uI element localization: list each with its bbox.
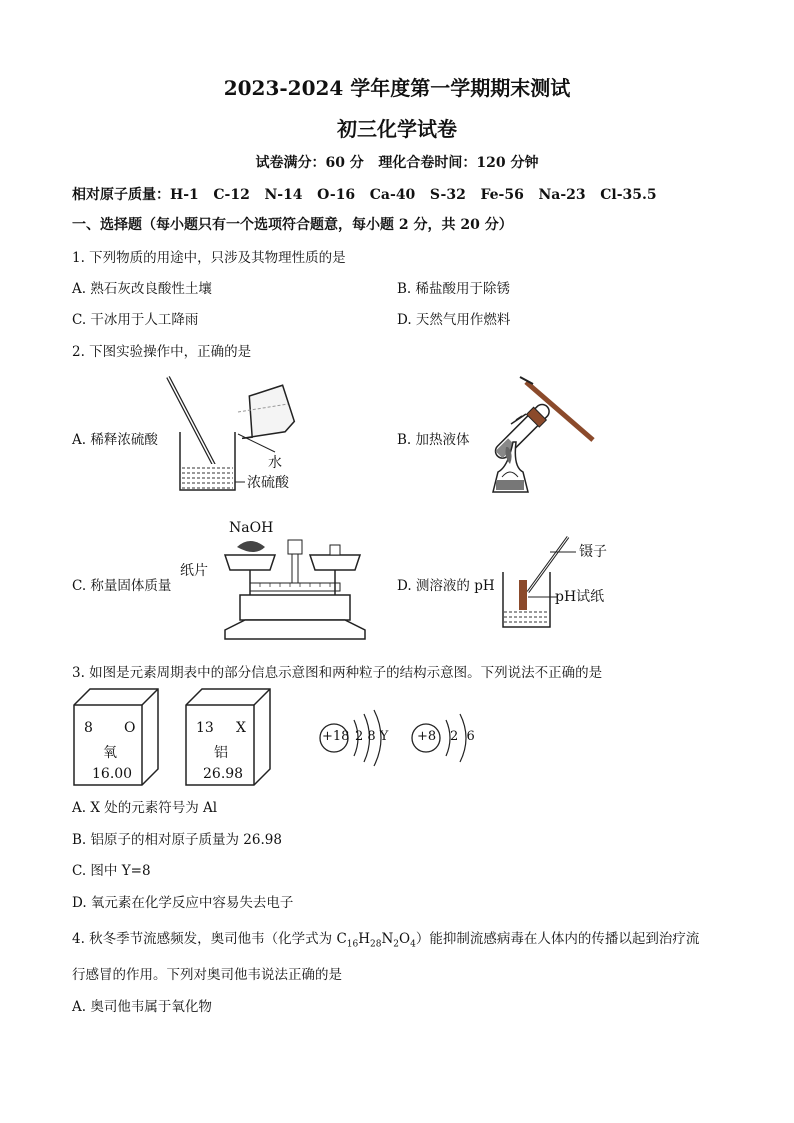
cell2-mass: 26.98: [203, 766, 244, 782]
cell2-symbol: X: [236, 720, 246, 736]
q2-option-d: D. 测溶液的 pH: [397, 578, 495, 594]
q3-option-c: C. 图中 Y=8: [72, 863, 151, 879]
exam-info: 试卷满分：60 分 理化合卷时间：120 分钟: [255, 155, 539, 171]
cell2-name: 铝: [214, 745, 228, 761]
exam-title: 2023-2024 学年度第一学期期末测试: [223, 76, 571, 100]
question-2-stem: 2. 下图实验操作中，正确的是: [72, 344, 252, 360]
atom2-nucleus: +8: [417, 729, 437, 744]
figure-ph-test: [498, 532, 578, 630]
label-naoh: NaOH: [229, 520, 274, 536]
question-4-stem-line2: 行感冒的作用。下列对奥司他韦说法正确的是: [72, 967, 342, 983]
q3-option-d: D. 氧元素在化学反应中容易失去电子: [72, 895, 294, 911]
question-1-stem: 1. 下列物质的用途中，只涉及其物理性质的是: [72, 250, 346, 266]
atom1-nucleus: +18: [322, 729, 350, 744]
q2-option-c: C. 称量固体质量: [72, 578, 172, 594]
q1-option-a: A. 熟石灰改良酸性土壤: [72, 281, 212, 297]
q1-option-d: D. 天然气用作燃料: [397, 312, 511, 328]
exam-subtitle: 初三化学试卷: [337, 117, 457, 141]
label-tweezers: 镊子: [579, 544, 607, 560]
question-4-stem: 4. 秋冬季节流感频发，奥司他韦（化学式为 $C_{16}H_{28}N_2O_4$）能抑制流感病毒在人体内的传播以起到治疗流: [72, 931, 700, 950]
atom2-shells: 2 6: [450, 729, 475, 744]
atomic-mass-line: 相对原子质量：H-1 C-12 N-14 O-16 Ca-40 S-32 Fe-56 Na-23 Cl-35.5: [72, 187, 657, 203]
question-3-stem: 3. 如图是元素周期表中的部分信息示意图和两种粒子的结构示意图。下列说法不正确的是: [72, 665, 603, 681]
label-water: 水: [268, 455, 282, 471]
label-ph-paper: pH试纸: [555, 589, 605, 605]
cell1-name: 氧: [103, 745, 117, 761]
label-paper: 纸片: [180, 563, 208, 579]
cell2-number: 13: [196, 720, 214, 736]
q2-option-a: A. 稀释浓硫酸: [72, 432, 158, 448]
q3-option-b: B. 铝原子的相对原子质量为 26.98: [72, 832, 282, 848]
q3-option-a: A. X 处的元素符号为 Al: [72, 800, 218, 816]
atom1-shells: 2 8 Y: [355, 729, 389, 744]
section-heading: 一、选择题（每小题只有一个选项符合题意，每小题 2 分，共 20 分）: [72, 217, 513, 233]
cell1-symbol: O: [124, 720, 136, 736]
cell1-mass: 16.00: [92, 766, 133, 782]
q1-option-b: B. 稀盐酸用于除锈: [397, 281, 511, 297]
q2-option-b: B. 加热液体: [397, 432, 470, 448]
q1-option-c: C. 干冰用于人工降雨: [72, 312, 199, 328]
figure-balance: [215, 535, 375, 642]
label-conc-acid: 浓硫酸: [247, 475, 289, 491]
cell1-number: 8: [84, 720, 93, 736]
q4-option-a: A. 奥司他韦属于氧化物: [72, 999, 212, 1015]
figure-heat-liquid: [468, 372, 598, 500]
